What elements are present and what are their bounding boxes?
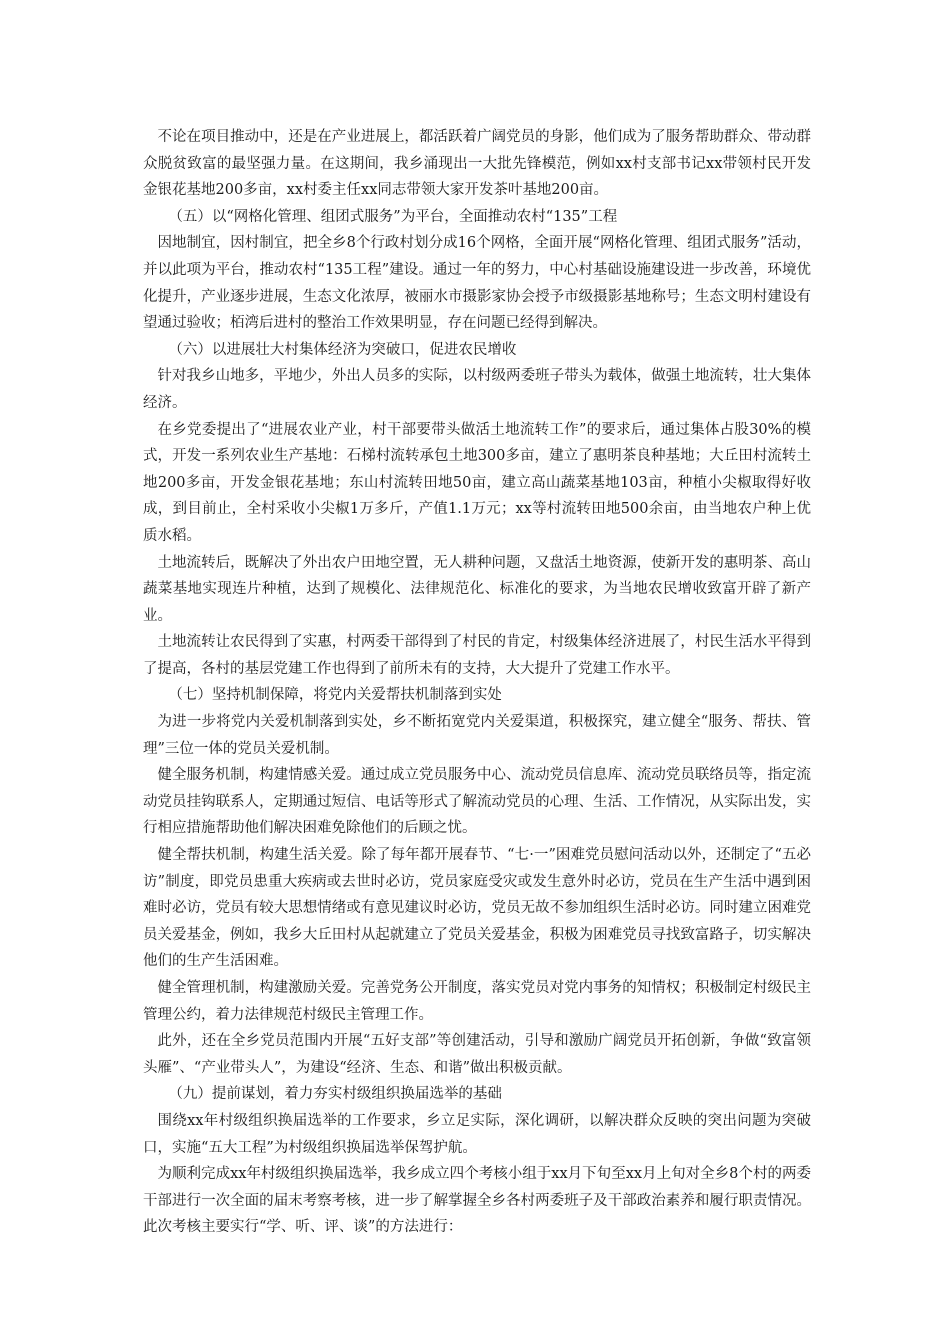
paragraph: 健全帮扶机制，构建生活关爱。除了每年都开展春节、“七·一”困难党员慰问活动以外，还制定了“五必访”制度，即党员患重大疾病或去世时必访，党员家庭受灾或发生意外时必访，党员在生产生活中遇到困难时必访，党员有较大思想情绪或有意见建议时必访，党员无故不参加组织生活时必访。同时建立困难党员关爱基金，例如，我乡大丘田村从起就建立了党员关爱基金，积极为困难党员寻找致富路子，切实解决他们的生产生活困难。 bbox=[143, 847, 811, 970]
section-heading: （六）以进展壮大村集体经济为突破口，促进农民增收 bbox=[168, 341, 517, 358]
paragraph: 因地制宜，因村制宜，把全乡8个行政村划分成16个网格，全面开展“网格化管理、组团式服务”活动，并以此项为平台，推动农村“135工程”建设。通过一年的努力，中心村基础设施建设进一步改善，环境优化提升，产业逐步进展，生态文化浓厚，被丽水市摄影家协会授予市级摄影基地称号；生态文明村建设有望通过验收；栢湾后进村的整治工作效果明显，存在问题已经得到解决。 bbox=[143, 235, 811, 332]
paragraph: 健全管理机制，构建激励关爱。完善党务公开制度，落实党员对党内事务的知情权；积极制定村级民主管理公约，着力法律规范村级民主管理工作。 bbox=[143, 980, 811, 1023]
paragraph: 健全服务机制，构建情感关爱。通过成立党员服务中心、流动党员信息库、流动党员联络员等，指定流动党员挂钩联系人，定期通过短信、电话等形式了解流动党员的心理、生活、工作情况，从实际出发，实行相应措施帮助他们解决困难免除他们的后顾之忧。 bbox=[143, 767, 811, 837]
paragraph: 在乡党委提出了“进展农业产业，村干部要带头做活土地流转工作”的要求后，通过集体占股30%的模式，开发一系列农业生产基地：石梯村流转承包土地300多亩，建立了惠明茶良种基地；大丘田村流转土地200多亩，开发金银花基地；东山村流转田地50亩，建立高山蔬菜基地103亩，种植小尖椒取得好收成，到目前止，全村采收小尖椒1万多斤，产值1.1万元；xx等村流转田地500余亩，由当地农户种上优质水稻。 bbox=[143, 421, 811, 544]
section-heading: （七）坚持机制保障，将党内关爱帮扶机制落到实处 bbox=[168, 687, 502, 704]
paragraph: 土地流转让农民得到了实惠，村两委干部得到了村民的肯定，村级集体经济进展了，村民生活水平得到了提高，各村的基层党建工作也得到了前所未有的支持，大大提升了党建工作水平。 bbox=[143, 634, 811, 677]
paragraph: 土地流转后，既解决了外出农户田地空置，无人耕种问题，又盘活土地资源，使新开发的惠明茶、高山蔬菜基地实现连片种植，达到了规模化、法律规范化、标准化的要求，为当地农民增收致富开辟了新产业。 bbox=[143, 554, 811, 624]
document-body bbox=[143, 124, 811, 1241]
paragraph: 针对我乡山地多，平地少，外出人员多的实际，以村级两委班子带头为载体，做强土地流转，壮大集体经济。 bbox=[143, 368, 811, 411]
paragraph: 为进一步将党内关爱机制落到实处，乡不断拓宽党内关爱渠道，积极探究，建立健全“服务、帮扶、管理”三位一体的党员关爱机制。 bbox=[143, 714, 811, 757]
section-heading: （五）以“网格化管理、组团式服务”为平台，全面推动农村“135”工程 bbox=[168, 208, 618, 225]
paragraph: 此外，还在全乡党员范围内开展“五好支部”等创建活动，引导和激励广阔党员开拓创新，争做“致富领头雁”、“产业带头人”，为建设“经济、生态、和谐”做出积极贡献。 bbox=[143, 1033, 811, 1076]
paragraph: 为顺利完成xx年村级组织换届选举，我乡成立四个考核小组于xx月下旬至xx月上旬对全乡8个村的两委干部进行一次全面的届末考察考核，进一步了解掌握全乡各村两委班子及干部政治素养和履行职责情况。此次考核主要实行“学、听、评、谈”的方法进行： bbox=[143, 1166, 811, 1236]
section-heading: （九）提前谋划，着力夯实村级组织换届选举的基础 bbox=[168, 1086, 502, 1103]
paragraph: 围绕xx年村级组织换届选举的工作要求，乡立足实际，深化调研，以解决群众反映的突出问题为突破口，实施“五大工程”为村级组织换届选举保驾护航。 bbox=[143, 1112, 811, 1156]
paragraph: 不论在项目推动中，还是在产业进展上，都活跃着广阔党员的身影，他们成为了服务帮助群众、带动群众脱贫致富的最坚强力量。在这期间，我乡涌现出一大批先锋模范，例如xx村支部书记xx带领村民开发金银花基地200多亩，xx村委主任xx同志带领大家开发茶叶基地200亩。 bbox=[143, 129, 811, 199]
